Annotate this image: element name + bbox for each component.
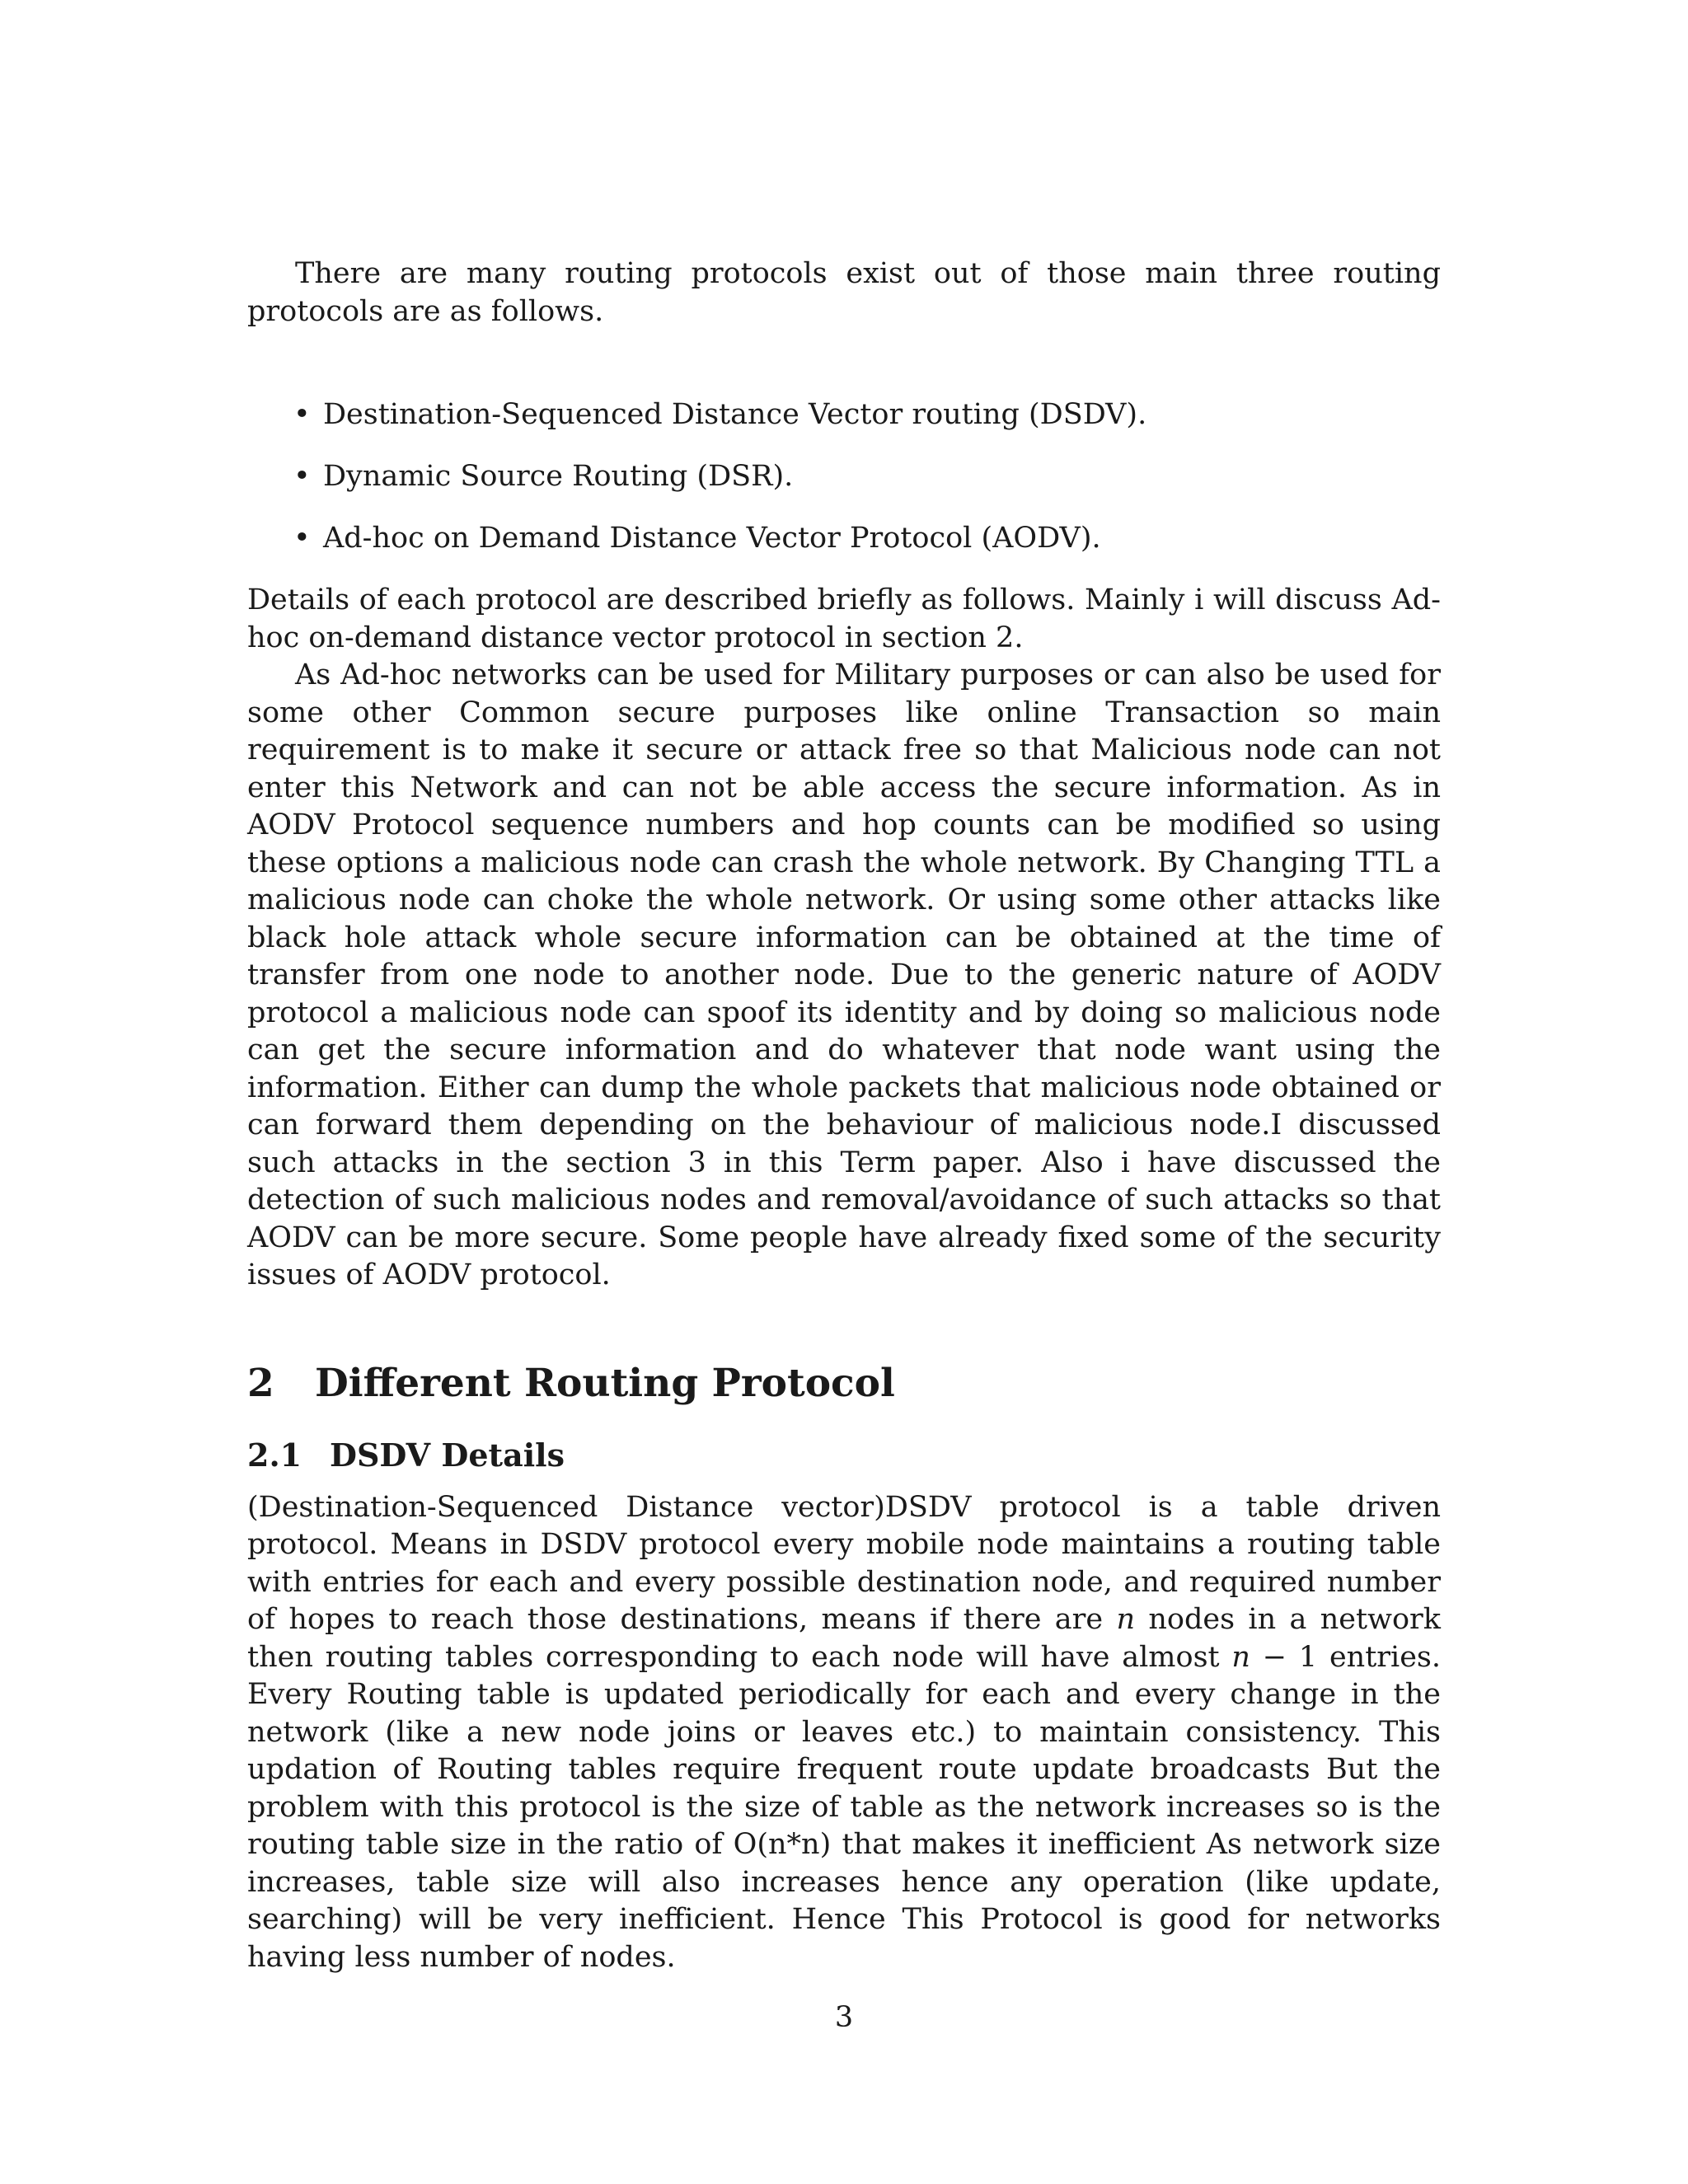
subsection-heading <box>247 1435 1441 1476</box>
dsdv-text-part-2: nodes in a network then routing tables corresponding to each node will have almost <box>247 1603 1441 1674</box>
list-item <box>247 458 1441 495</box>
dsdv-text-part-3: − 1 entries. Every Routing table is updated periodically for each and every change in the network (like a new node joins or leaves etc.) to maintain consistency. This updation of Routing tables require frequent route update broadcasts But the problem with this protocol is the size of table as the network increases so is the routing table size in the ratio of O(n*n) that makes it inefficient As network size increases, table size will also increases hence any operation (like update, searching) will be very inefficient. Hence This Protocol is good for networks having less number of nodes. <box>247 1640 1442 1974</box>
section-title: Different Routing Protocol <box>315 1360 895 1406</box>
security-paragraph: As Ad-hoc networks can be used for Military purposes or can also be used for some other Common secure purposes like online Transaction so main requirement is to make it secure or attack free so that Malicious node can not enter this Network and can not be able access the secure information. As in AODV Protocol sequence numbers and hop counts can be modified so using these options a malicious node can crash the whole network. By Changing TTL a malicious node can choke the whole network. Or using some other attacks like black hole attack whole secure information can be obtained at the time of transfer from one node to another node. Due to the generic nature of AODV protocol a malicious node can spoof its identity and by doing so malicious node can get the secure information and do whatever that node want using the information. Either can dump the whole packets that malicious node obtained or can forward them depending on the behaviour of malicious node.I discussed such attacks in the section 3 in this Term paper. Also i have discussed the detection of such malicious nodes and removal/avoidance of such attacks so that AODV can be more secure. Some people have already fixed some of the security issues of AODV protocol. <box>247 658 1441 1291</box>
subsection-title: DSDV Details <box>330 1436 565 1474</box>
protocol-list <box>247 396 1441 557</box>
page-body <box>247 255 1441 1976</box>
math-n: n <box>1231 1640 1250 1674</box>
dsdv-text-part-1: (Destination-Sequenced Distance vector)DSDV protocol is a table driven protocol. Means in DSDV protocol every mobile node maintains a routing table with entries for each and every possible destination node, and required number of hopes to reach those destinations, means if there are <box>247 1490 1441 1636</box>
list-item-text: Dynamic Source Routing (DSR). <box>323 460 794 493</box>
section-heading <box>247 1359 1441 1408</box>
bullet-icon: • <box>293 398 311 431</box>
math-n: n <box>1116 1603 1135 1636</box>
list-item <box>247 396 1441 434</box>
list-item-text: Ad-hoc on Demand Distance Vector Protocol (AODV). <box>323 522 1101 555</box>
section-number: 2 <box>247 1360 274 1406</box>
list-item-text: Destination-Sequenced Distance Vector routing (DSDV). <box>323 398 1147 431</box>
bullet-icon: • <box>293 522 311 555</box>
subsection-number: 2.1 <box>247 1436 302 1474</box>
bullet-icon: • <box>293 460 311 493</box>
intro-paragraph: There are many routing protocols exist out of those main three routing protocols are as follows. <box>247 257 1441 328</box>
page-number: 3 <box>834 2001 854 2034</box>
details-paragraph: Details of each protocol are described briefly as follows. Mainly i will discuss Ad-hoc on-demand distance vector protocol in section 2. <box>247 583 1441 654</box>
list-item <box>247 520 1441 557</box>
dsdv-paragraph <box>247 1489 1441 1977</box>
